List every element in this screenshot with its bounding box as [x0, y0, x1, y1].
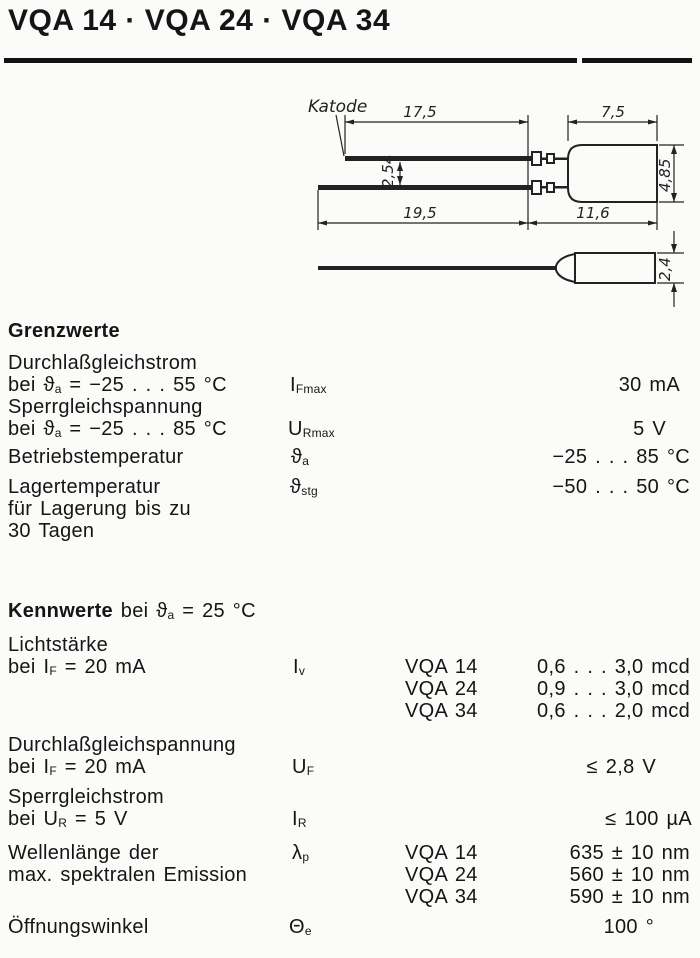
variant-name: VQA 34: [405, 886, 478, 908]
row-symbol: IFmax: [290, 374, 327, 397]
row-label: Lagertemperatur: [8, 476, 161, 498]
row-label: Betriebstemperatur: [8, 446, 184, 468]
row-value: −50 . . . 50 °C: [552, 476, 690, 498]
row-value: ≤ 2,8 V: [586, 756, 656, 778]
row-condition: bei IF = 20 mA: [8, 756, 146, 779]
lead-top-notch: [547, 154, 554, 163]
variant-value: 0,6 . . . 3,0 mcd: [537, 656, 690, 678]
variant-name: VQA 24: [405, 678, 478, 700]
row-symbol: URmax: [288, 418, 335, 441]
row-label: Sperrgleichspannung: [8, 396, 203, 418]
side-taper: [556, 254, 575, 282]
row-label: Durchlaßgleichspannung: [8, 734, 236, 756]
row-condition: bei IF = 20 mA: [8, 656, 146, 679]
dim-body-front: 7,5: [601, 103, 625, 121]
row-label: Öffnungswinkel: [8, 916, 149, 938]
variant-value: 560 ± 10 nm: [569, 864, 690, 886]
row-value: −25 . . . 85 °C: [552, 446, 690, 468]
row-value: 5 V: [633, 418, 666, 440]
row-symbol: IR: [292, 808, 307, 831]
title-rule: [4, 58, 577, 63]
dim-lead-pitch: 2,54: [379, 154, 397, 188]
lead-top-collar: [532, 152, 541, 165]
variant-name: VQA 34: [405, 700, 478, 722]
row-symbol: ϑstg: [290, 476, 318, 499]
row-label: Wellenlänge der: [8, 842, 159, 864]
row-symbol: UF: [292, 756, 315, 779]
variant-value: 0,6 . . . 2,0 mcd: [537, 700, 690, 722]
dim-bottom-lead: 19,5: [403, 204, 437, 222]
led-body-outline: [568, 145, 657, 202]
page-title: VQA 14 · VQA 24 · VQA 34: [8, 4, 391, 37]
package-drawing: [280, 85, 700, 320]
lead-top: [345, 156, 531, 161]
row-label: Durchlaßgleichstrom: [8, 352, 198, 374]
row-label-line2: für Lagerung bis zu: [8, 498, 191, 520]
variant-value: 590 ± 10 nm: [569, 886, 690, 908]
dim-body-length: 11,6: [576, 204, 610, 222]
variant-value: 635 ± 10 nm: [569, 842, 690, 864]
row-symbol: Iv: [293, 656, 306, 679]
variant-name: VQA 14: [405, 656, 478, 678]
katode-leader-line: [336, 115, 344, 156]
dim-side-thickness: 2,4: [656, 257, 674, 281]
variant-name: VQA 24: [405, 864, 478, 886]
lead-bottom-notch: [547, 183, 554, 192]
katode-label: Katode: [308, 97, 368, 117]
section-heading-kennwerte: Kennwerte bei ϑa = 25 °C: [8, 600, 256, 623]
side-lead: [318, 266, 556, 270]
title-rule-segment: [582, 58, 692, 63]
row-value: ≤ 100 µA: [605, 808, 692, 830]
lead-bottom-collar: [532, 181, 541, 194]
lead-bottom: [318, 185, 531, 190]
side-body: [575, 253, 655, 283]
row-value: 30 mA: [618, 374, 680, 396]
variant-value: 0,9 . . . 3,0 mcd: [537, 678, 690, 700]
row-condition: bei ϑa = −25 . . . 85 °C: [8, 418, 227, 441]
row-label-line3: 30 Tagen: [8, 520, 95, 542]
row-condition: bei ϑa = −25 . . . 55 °C: [8, 374, 227, 397]
dim-top-lead: 17,5: [403, 103, 437, 121]
dim-body-height: 4,85: [656, 158, 674, 192]
row-value: 100 °: [603, 916, 654, 938]
row-symbol: Θe: [289, 916, 312, 939]
row-label-line2: max. spektralen Emission: [8, 864, 248, 886]
section-heading-grenzwerte: Grenzwerte: [8, 320, 120, 342]
variant-name: VQA 14: [405, 842, 478, 864]
row-label: Lichtstärke: [8, 634, 109, 656]
row-condition: bei UR = 5 V: [8, 808, 128, 831]
row-symbol: λp: [292, 842, 310, 865]
row-label: Sperrgleichstrom: [8, 786, 164, 808]
row-symbol: ϑa: [291, 446, 310, 469]
